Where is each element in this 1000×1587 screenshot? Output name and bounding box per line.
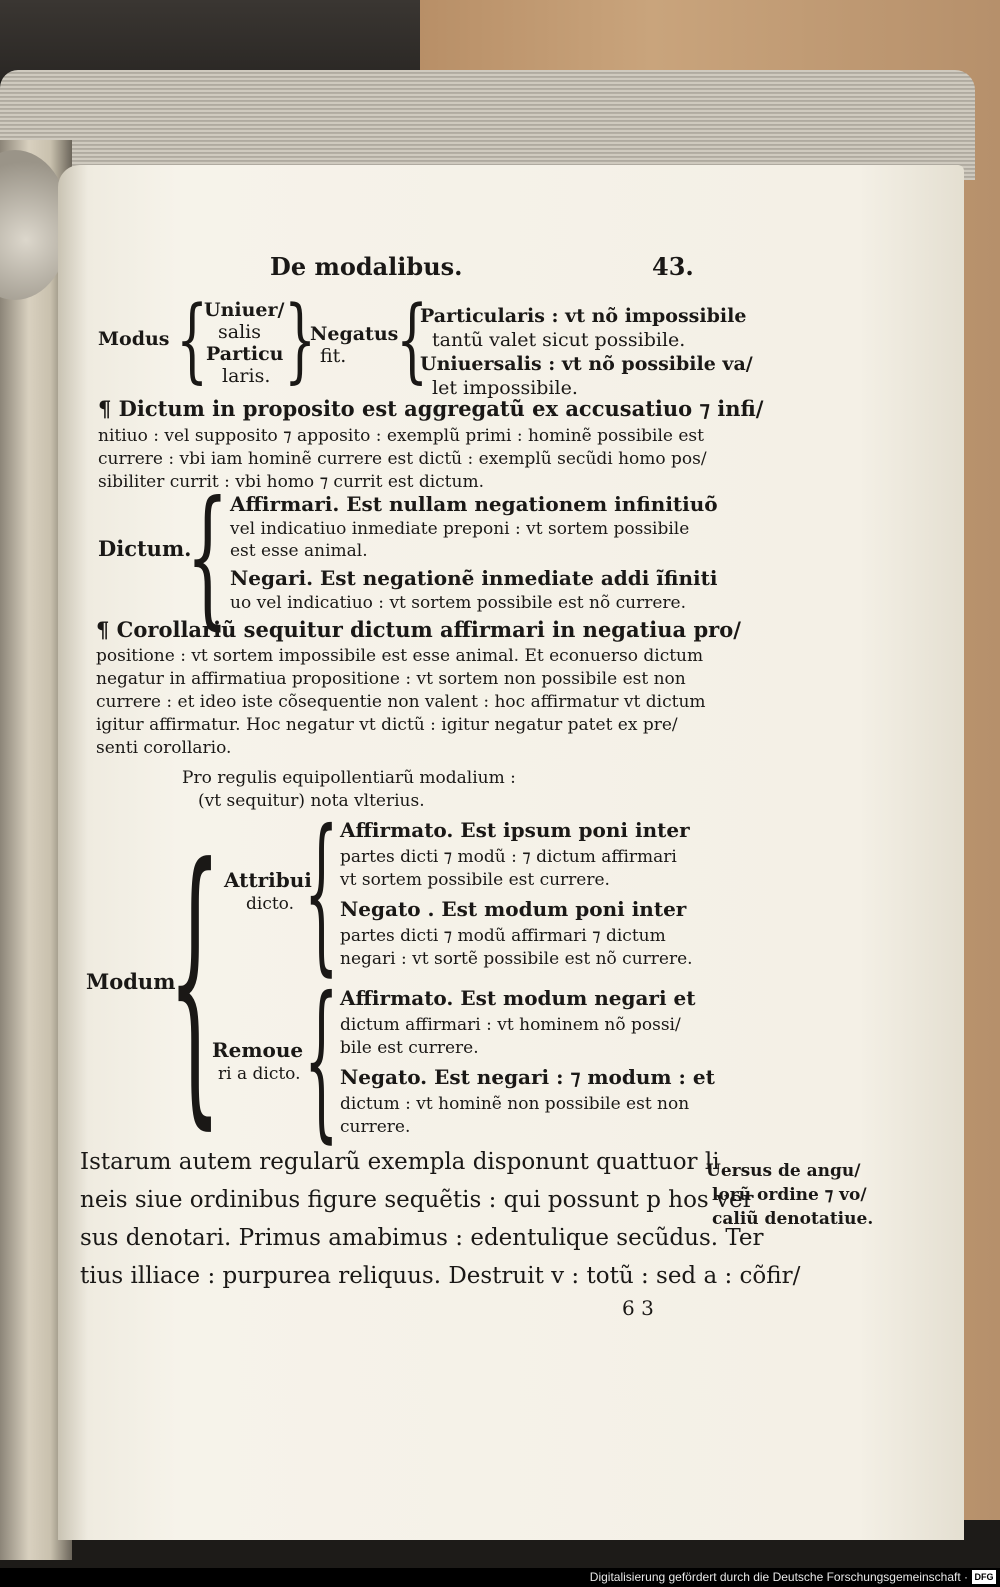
block2-line: Affirmari. Est nullam negationem infinitiuõ (230, 492, 718, 516)
marginal-note-line: Uersus de angu/ (706, 1161, 861, 1181)
para1-line: currere : vbi iam hominẽ currere est dictũ : exemplũ secũdi homo pos/ (98, 449, 707, 469)
running-header: De modalibus. (270, 252, 463, 281)
right-brace: } (284, 286, 317, 393)
left-brace: { (304, 961, 339, 1159)
para2-line: igitur affirmatur. Hoc negatur vt dictũ : igitur negatur patet ex pre/ (96, 715, 678, 735)
para1-line: ¶ Dictum in proposito est aggregatũ ex accusatiuo ⁊ infi/ (98, 396, 764, 421)
attribui-dicto: dicto. (246, 894, 295, 914)
block1-line: let impossibile. (432, 377, 578, 399)
marginal-note-line: caliũ denotatiue. (712, 1209, 874, 1229)
remoue-dicto: ri a dicto. (218, 1064, 301, 1084)
block3-line: partes dicti ⁊ modũ : ⁊ dictum affirmari (340, 847, 677, 867)
block3-line: Affirmato. Est modum negari et (340, 986, 696, 1010)
uniuersalis-line2: salis (218, 321, 261, 343)
block1-line: tantũ valet sicut possibile. (432, 329, 686, 351)
marginal-note-line: lorũ ordine ⁊ vo/ (712, 1185, 867, 1205)
left-brace: { (176, 286, 209, 393)
para3-line: sus denotari. Primus amabimus : edentulique secũdus. Ter (80, 1225, 764, 1251)
intro-line: (vt sequitur) nota vlterius. (198, 791, 425, 811)
left-brace: { (168, 805, 222, 1154)
block2-line: uo vel indicatiuo : vt sortem possibile est nõ currere. (230, 593, 686, 613)
left-brace: { (304, 794, 339, 992)
block2-line: vel indicatiuo inmediate preponi : vt sortem possibile (230, 519, 690, 539)
negatus-label: Negatus (310, 323, 399, 345)
para3-line: neis siue ordinibus figure sequẽtis : qui possunt p hos ver (80, 1187, 754, 1213)
para2-line: ¶ Corollariũ sequitur dictum affirmari in negatiua pro/ (96, 617, 741, 642)
block2-line: Negari. Est negationẽ inmediate addi ĩfiniti (230, 566, 718, 590)
particularis-line1: Particu (206, 343, 284, 365)
left-brace: { (186, 470, 229, 644)
block3-line: Negato . Est modum poni inter (340, 897, 687, 921)
left-brace: { (396, 286, 429, 393)
page-edges (0, 70, 975, 180)
para1-line: sibiliter currit : vbi homo ⁊ currit est dictum. (98, 472, 484, 492)
dfg-credit: Digitalisierung gefördert durch die Deutsche Forschungsgemeinschaft · (589, 1570, 968, 1584)
dfg-logo: DFG (972, 1570, 996, 1584)
para2-line: currere : et ideo iste cõsequentie non valent : hoc affirmatur vt dictum (96, 692, 706, 712)
signature-mark: 6 3 (622, 1296, 654, 1320)
attribui-label: Attribui (224, 868, 312, 892)
intro-line: Pro regulis equipollentiarũ modalium : (182, 768, 516, 788)
block3-line: dictum : vt hominẽ non possibile est non (340, 1094, 690, 1114)
folio-number: 43. (652, 252, 694, 281)
particularis-line2: laris. (222, 365, 271, 387)
para1-line: nitiuo : vel supposito ⁊ apposito : exemplũ primi : hominẽ possibile est (98, 426, 704, 446)
dictum-label: Dictum. (98, 536, 192, 561)
para3-line: tius illiace : purpurea reliquus. Destruit v : totũ : sed a : cõfir/ (80, 1263, 801, 1289)
block3-line: negari : vt sortẽ possibile est nõ currere. (340, 949, 693, 969)
block1-line: Particularis : vt nõ impossibile (420, 305, 747, 327)
uniuersalis-line1: Uniuer/ (204, 299, 285, 321)
block3-line: Negato. Est negari : ⁊ modum : et (340, 1065, 715, 1089)
modum-label: Modum (86, 969, 176, 994)
para3-line: Istarum autem regularũ exempla disponunt quattuor li (80, 1149, 720, 1175)
block3-line: partes dicti ⁊ modũ affirmari ⁊ dictum (340, 926, 666, 946)
negatus-fit: fit. (320, 345, 347, 367)
modus-label: Modus (98, 328, 170, 350)
remoue-label: Remoue (212, 1038, 304, 1062)
block3-line: dictum affirmari : vt hominem nõ possi/ (340, 1015, 681, 1035)
block3-line: bile est currere. (340, 1038, 479, 1058)
block1-line: Uniuersalis : vt nõ possibile va/ (420, 353, 753, 375)
block3-line: currere. (340, 1117, 411, 1137)
block3-line: Affirmato. Est ipsum poni inter (340, 818, 690, 842)
para2-line: negatur in affirmatiua propositione : vt sortem non possibile est non (96, 669, 686, 689)
block2-line: est esse animal. (230, 541, 368, 561)
block3-line: vt sortem possibile est currere. (340, 870, 610, 890)
para2-line: senti corollario. (96, 738, 232, 758)
para2-line: positione : vt sortem impossibile est esse animal. Et econuerso dictum (96, 646, 704, 666)
